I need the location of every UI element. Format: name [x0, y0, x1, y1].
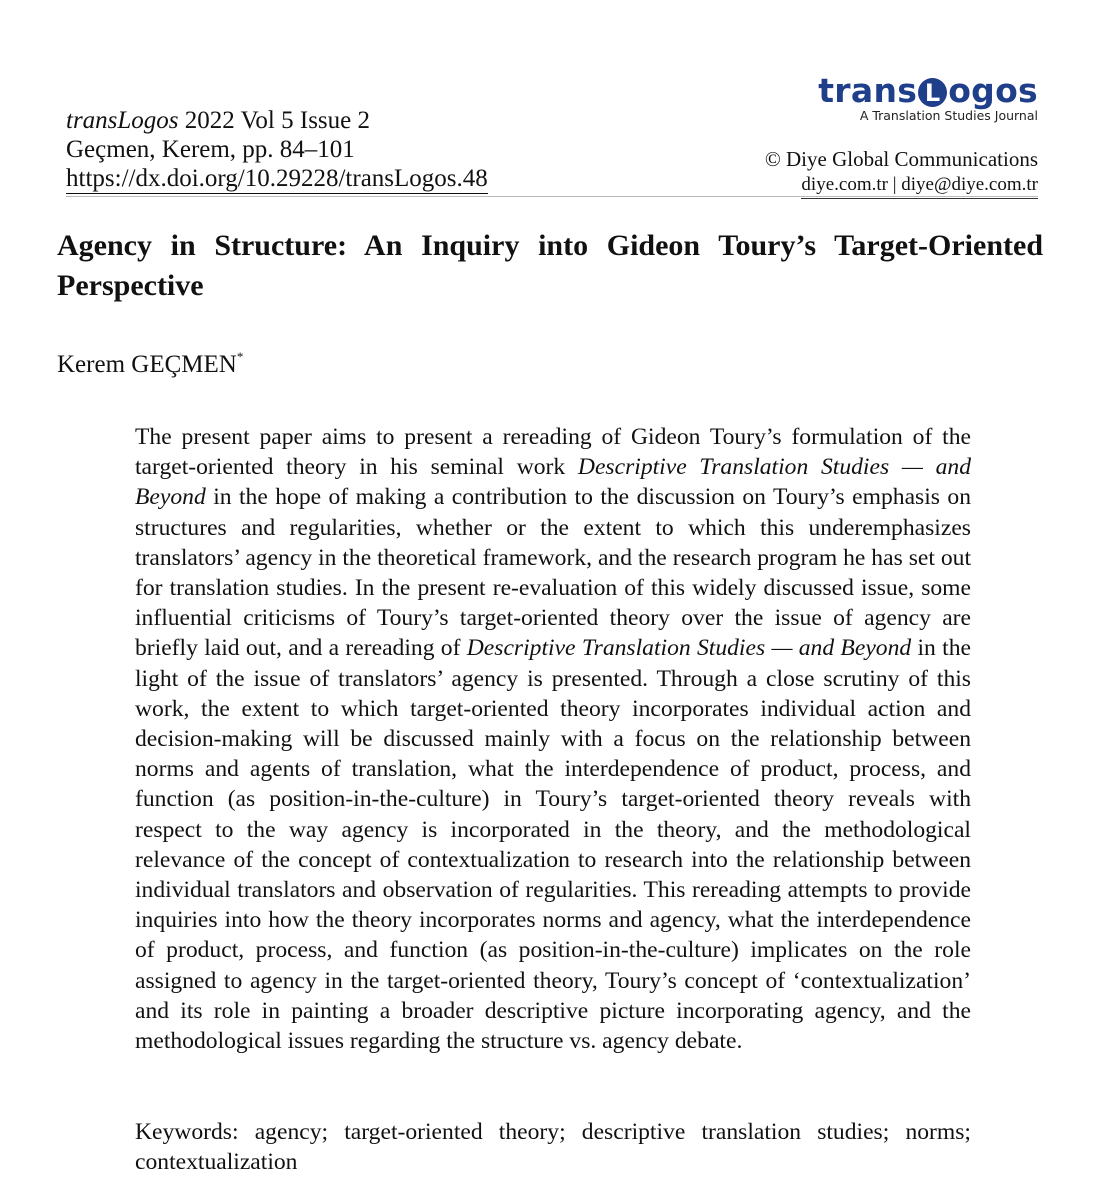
- doi-link[interactable]: https://dx.doi.org/10.29228/transLogos.48: [66, 165, 488, 192]
- publisher-contact[interactable]: diye.com.tr | diye@diye.com.tr: [801, 172, 1038, 199]
- translogos-logo: trans L ogos: [818, 71, 1038, 110]
- logo-circle-l-icon: L: [918, 78, 947, 107]
- book-title: Descriptive Translation Studies — and Beyond: [466, 635, 912, 662]
- logo-subtitle: A Translation Studies Journal: [859, 108, 1038, 123]
- abstract: The present paper aims to present a rereading of Gideon Toury’s formulation of the target-oriented theory in his seminal work Descriptive Translation Studies — and Beyond in the hope of making a contribution to the discussion on Toury’s emphasis on structures and regularities, whether or the extent to which this underemphasizes translators’ agency in the theoretical framework, and the research program he has set out for translation studies. In the present re-evaluation of this widely discussed issue, some influential criticisms of Toury’s target-oriented theory over the issue of agency are briefly laid out, and a rereading of Descriptive Translation Studies — and Beyond in the light of the issue of translators’ agency is presented. Through a close scrutiny of this work, the extent to which target-oriented theory incorporates individual action and decision-making will be discussed mainly with a focus on the relationship between norms and agents of translation, what the interdependence of product, process, and function (as position-in-the-culture) in Toury’s target-oriented theory reveals with respect to the way agency is incorporated in the theory, and the methodological relevance of the concept of contextualization to research into the relationship between individual translators and observation of regularities. This rereading attempts to provide inquiries into how the theory incorporates norms and agency, what the interdependence of product, process, and function (as position-in-the-culture) implicates on the role assigned to agency in the target-oriented theory, Toury’s concept of ‘contextualization’ and its role in painting a broader descriptive picture incorporating agency, and the methodological issues regarding the structure vs. agency debate.: [135, 424, 971, 1055]
- volume-issue: 2022 Vol 5 Issue 2: [178, 107, 371, 134]
- journal-brand: [765, 72, 1038, 199]
- copyright-notice: © Diye Global Communications: [764, 147, 1038, 171]
- citation-line-1: [66, 106, 488, 135]
- journal-name: transLogos: [66, 107, 179, 134]
- author-footnote-mark[interactable]: *: [236, 349, 244, 364]
- book-title: Descriptive Translation Studies — and Beyond: [135, 454, 971, 511]
- citation-line-2: Geçmen, Kerem, pp. 84–101: [66, 136, 355, 163]
- keywords-list: agency; target-oriented theory; descriptive translation studies; norms; contextualization: [135, 1119, 971, 1176]
- citation-block: [66, 106, 488, 194]
- keywords-label: Keywords:: [135, 1119, 239, 1145]
- paper-title: Agency in Structure: An Inquiry into Gideon Toury’s Target-Oriented Perspective: [57, 229, 1043, 302]
- header-divider: [66, 196, 1038, 197]
- author-name: Kerem GEÇMEN*: [57, 349, 244, 378]
- keywords: [135, 1117, 971, 1177]
